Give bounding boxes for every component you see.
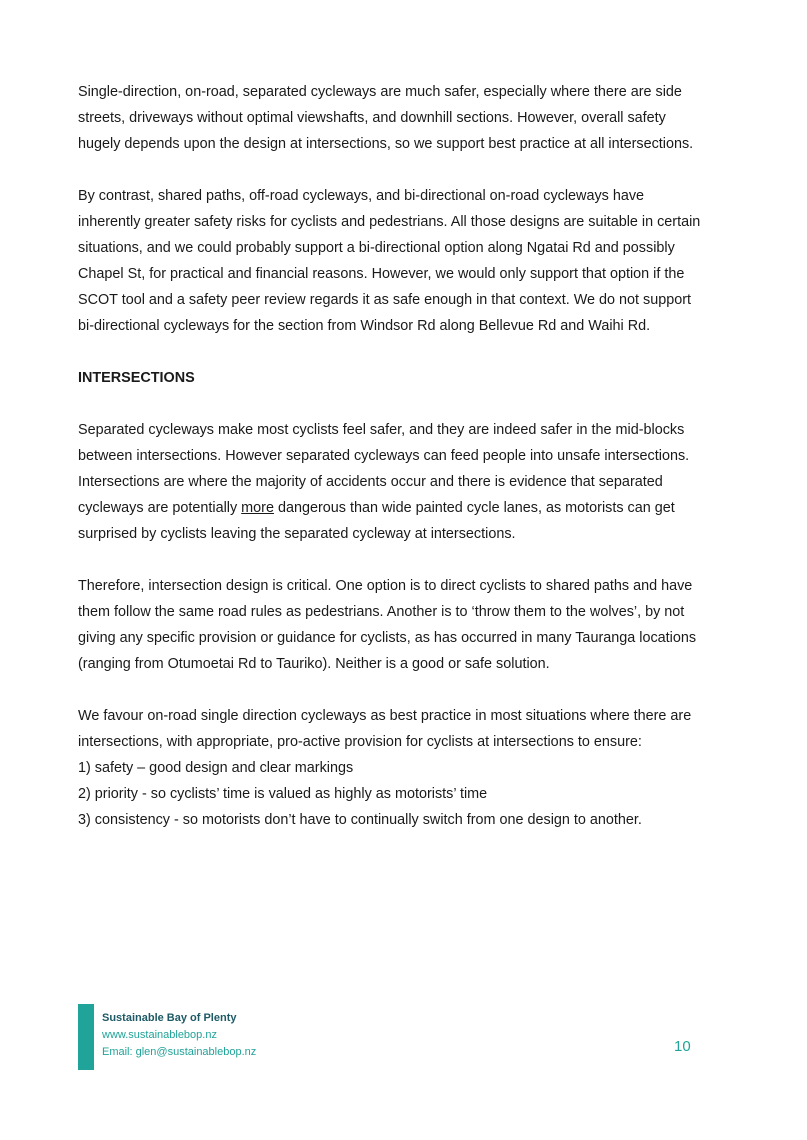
text-line: Chapel St, for practical and financial reasons. However, we would only support that option if the [78,266,685,282]
footer-accent-bar [78,1004,94,1070]
paragraph-cycleway-safety [78,79,738,157]
text-line: between intersections. However separated cycleways can feed people into unsafe intersections. [78,448,690,464]
text-line: them follow the same road rules as pedestrians. Another is to ‘throw them to the wolves’, by not [78,604,685,620]
paragraph-shared-paths [78,183,738,339]
website-link[interactable]: www.sustainablebop.nz [102,1029,217,1041]
text-segment: dangerous than wide painted cycle lanes, as motorists can get [273,500,675,516]
text-line: giving any specific provision or guidance for cyclists, as has occurred in many Tauranga locations [78,630,697,646]
document-body [78,79,738,859]
text-line: Separated cycleways make most cyclists feel safer, and they are indeed safer in the mid-blocks [78,422,685,438]
paragraph-separated-cycleways [78,417,738,547]
organization-name: Sustainable Bay of Plenty [102,1012,237,1024]
underlined-emphasis: more [241,500,274,516]
text-line: surprised by cyclists leaving the separated cycleway at intersections. [78,526,516,542]
text-line: SCOT tool and a safety peer review regards it as safe enough in that context. We do not support [78,292,692,308]
text-line: bi-directional cycleways for the section from Windsor Rd along Bellevue Rd and Waihi Rd. [78,318,651,334]
email-link[interactable]: Email: glen@sustainablebop.nz [102,1046,257,1058]
list-item: 1) safety – good design and clear markings [78,760,354,776]
text-line: Therefore, intersection design is critical. One option is to direct cyclists to shared paths and have [78,578,693,594]
paragraph-intersection-design [78,573,738,677]
section-heading-intersections: INTERSECTIONS [78,370,195,386]
text-line: streets, driveways without optimal viewshafts, and downhill sections. However, overall safety [78,110,666,126]
text-line: We favour on-road single direction cycleways as best practice in most situations where there are [78,708,692,724]
text-line: inherently greater safety risks for cyclists and pedestrians. All those designs are suitable in certain [78,214,701,230]
text-line: Single-direction, on-road, separated cycleways are much safer, especially where there are side [78,84,682,100]
footer-contact [102,1010,256,1061]
text-line: By contrast, shared paths, off-road cycleways, and bi-directional on-road cycleways have [78,188,645,204]
list-item: 3) consistency - so motorists don’t have to continually switch from one design to another. [78,812,642,828]
text-line [78,495,738,521]
list-item: 2) priority - so cyclists’ time is valued as highly as motorists’ time [78,786,488,802]
text-line: Intersections are where the majority of accidents occur and there is evidence that separated [78,474,663,490]
page-number: 10 [674,1038,691,1055]
paragraph-best-practice [78,703,738,833]
text-line: hugely depends upon the design at intersections, so we support best practice at all intersections. [78,136,694,152]
page-footer [78,1004,698,1070]
text-line: intersections, with appropriate, pro-active provision for cyclists at intersections to ensure: [78,734,642,750]
text-line: (ranging from Otumoetai Rd to Tauriko). Neither is a good or safe solution. [78,656,550,672]
text-segment: cycleways are potentially [78,500,242,516]
text-line: situations, and we could probably support a bi-directional option along Ngatai Rd and possibly [78,240,675,256]
